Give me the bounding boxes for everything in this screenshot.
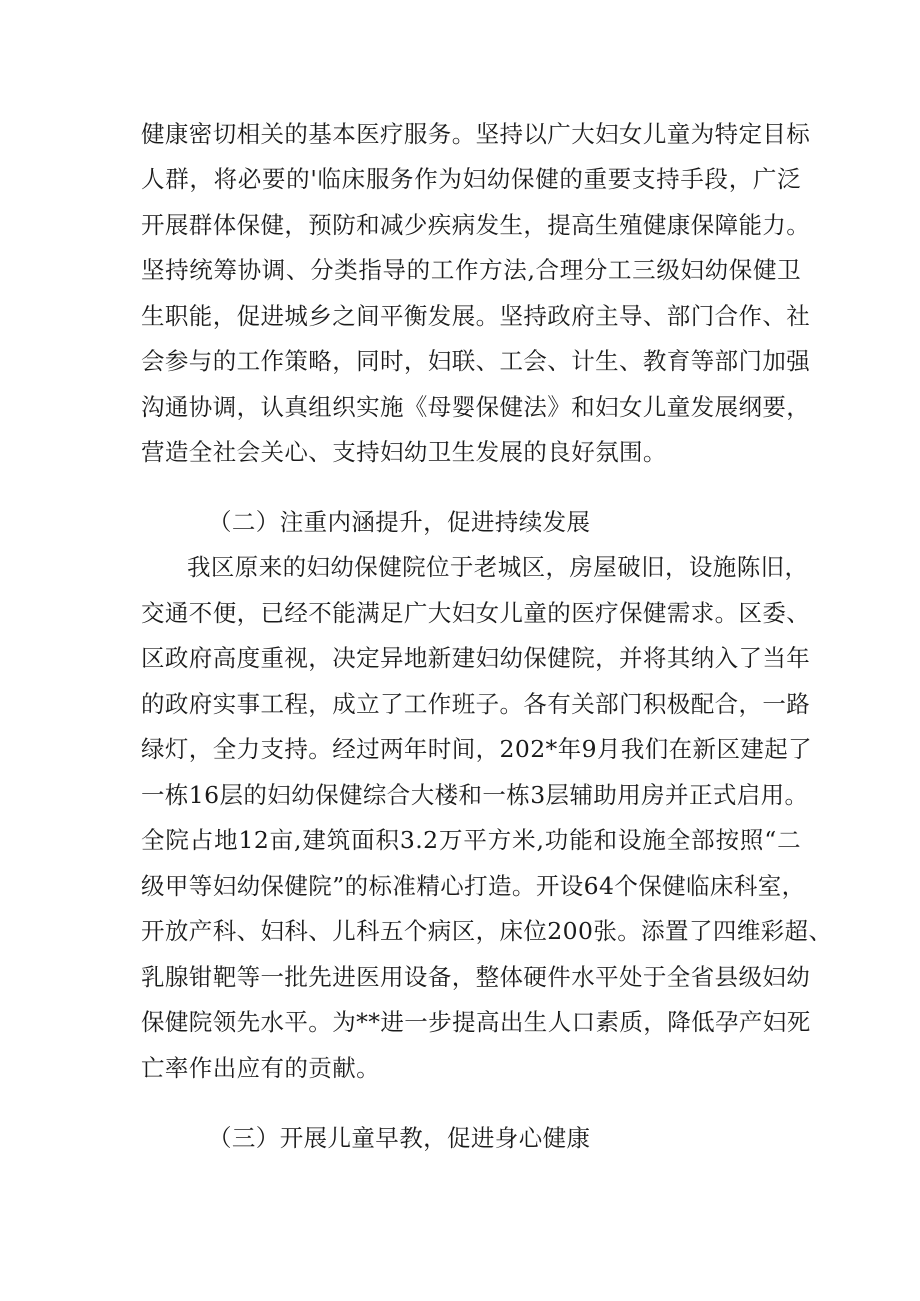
paragraph-line: 一栋16层的妇幼保健综合大楼和一栋3层辅助用房并正式启用。 [141,781,809,809]
paragraph-line: 开展群体保健，预防和减少疾病发生，提高生殖健康保障能力。 [141,211,811,239]
paragraph-line: 交通不便，已经不能满足广大妇女儿童的医疗保健需求。区委、 [141,599,811,627]
paragraph-line: 沟通协调，认真组织实施《母婴保健法》和妇女儿童发展纲要， [141,393,811,421]
section-heading-2: （二）注重内涵提升，促进持续发展 [208,508,591,536]
paragraph-line: 生职能，促进城乡之间平衡发展。坚持政府主导、部门合作、社 [141,302,811,330]
paragraph-line: 绿灯，全力支持。经过两年时间，202*年9月我们在新区建起了 [141,735,813,763]
section-heading-3: （三）开展儿童早教，促进身心健康 [208,1124,591,1152]
paragraph-line: 级甲等妇幼保健院”的标准精心打造。开设64个保健临床科室， [141,872,806,900]
paragraph-line: 开放产科、妇科、儿科五个病区，床位200张。添置了四维彩超、 [141,917,833,945]
paragraph-line: 亡率作出应有的贡献。 [141,1054,380,1082]
paragraph-line: 全院占地12亩,建筑面积3.2万平方米,功能和设施全部按照“二 [141,826,801,854]
paragraph-line: 我区原来的妇幼保健院位于老城区，房屋破旧，设施陈旧， [187,553,809,581]
paragraph-line: 坚持统筹协调、分类指导的工作方法,合理分工三级妇幼保健卫 [141,256,801,284]
paragraph-line: 营造全社会关心、支持妇幼卫生发展的良好氛围。 [141,438,667,466]
paragraph-line: 健康密切相关的基本医疗服务。坚持以广大妇女儿童为特定目标 [141,120,811,148]
paragraph-line: 区政府高度重视，决定异地新建妇幼保健院，并将其纳入了当年 [141,644,811,672]
paragraph-line: 的政府实事工程，成立了工作班子。各有关部门积极配合，一路 [141,690,811,718]
paragraph-line: 乳腺钳靶等一批先进医用设备，整体硬件水平处于全省县级妇幼 [141,963,811,991]
paragraph-line: 人群，将必要的'临床服务作为妇幼保健的重要支持手段，广泛 [141,165,801,193]
paragraph-line: 保健院领先水平。为**进一步提高出生人口素质，降低孕产妇死 [141,1008,811,1036]
paragraph-line: 会参与的工作策略，同时，妇联、工会、计生、教育等部门加强 [141,347,811,375]
